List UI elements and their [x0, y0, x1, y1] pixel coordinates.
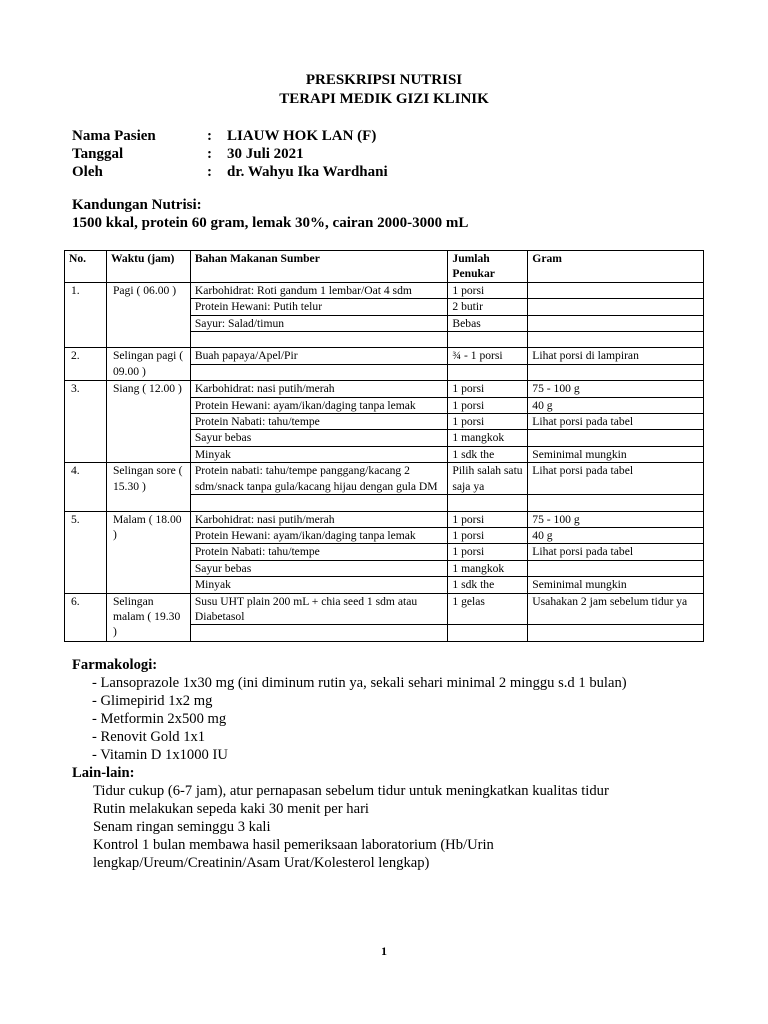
cell-gram [528, 364, 704, 380]
cell-amount: 1 porsi [448, 527, 528, 543]
cell-food: Minyak [190, 577, 448, 593]
cell-no: 1. [65, 282, 107, 348]
author-row [72, 163, 388, 181]
other-item: Kontrol 1 bulan membawa hasil pemeriksaan laboratorium (Hb/Urin lengkap/Ureum/Creatinin/Asam Urat/Kolesterol lengkap) [93, 837, 494, 871]
cell-food: Protein Hewani: ayam/ikan/daging tanpa lemak [190, 397, 448, 413]
header-time: Waktu (jam) [106, 251, 190, 283]
cell-no: 5. [65, 511, 107, 593]
cell-amount: 1 mangkok [448, 430, 528, 446]
diet-table-body [65, 282, 704, 641]
cell-amount: Pilih salah satu saja ya [448, 463, 528, 495]
cell-food: Protein nabati: tahu/tempe panggang/kacang 2 sdm/snack tanpa gula/kacang hijau dengan gula DM [190, 463, 448, 495]
cell-gram: Lihat porsi pada tabel [528, 544, 704, 560]
cell-amount: 1 sdk the [448, 577, 528, 593]
table-row [65, 282, 704, 298]
diet-table [64, 250, 704, 642]
date-row [72, 145, 388, 163]
cell-food [190, 364, 448, 380]
cell-time: Siang ( 12.00 ) [106, 381, 190, 463]
cell-gram: Lihat porsi pada tabel [528, 463, 704, 495]
table-row [65, 348, 704, 364]
cell-gram [528, 430, 704, 446]
cell-amount: 1 porsi [448, 544, 528, 560]
cell-amount: 1 porsi [448, 397, 528, 413]
cell-food: Buah papaya/Apel/Pir [190, 348, 448, 364]
cell-food: Protein Hewani: ayam/ikan/daging tanpa lemak [190, 527, 448, 543]
pharmacology-item: - Glimepirid 1x2 mg [92, 693, 213, 709]
other-item: Rutin melakukan sepeda kaki 30 menit per hari [93, 801, 369, 817]
author-label: Oleh [72, 164, 103, 180]
patient-info [72, 127, 388, 181]
document-title: PRESKRIPSI NUTRISI [305, 72, 463, 88]
patient-name-row [72, 127, 388, 145]
pharmacology-item: - Renovit Gold 1x1 [92, 729, 206, 745]
author-value: dr. Wahyu Ika Wardhani [227, 164, 388, 180]
other-item: Senam ringan seminggu 3 kali [93, 819, 271, 835]
cell-amount [448, 625, 528, 641]
cell-no: 2. [65, 348, 107, 381]
notes-section [72, 656, 627, 872]
cell-time: Selingan malam ( 19.30 ) [106, 593, 190, 641]
cell-gram: 40 g [528, 527, 704, 543]
cell-time: Selingan sore ( 15.30 ) [106, 463, 190, 511]
cell-gram: 75 - 100 g [528, 381, 704, 397]
other-heading: Lain-lain: [72, 765, 135, 781]
patient-name-value: LIAUW HOK LAN (F) [227, 128, 377, 144]
cell-food: Sayur bebas [190, 430, 448, 446]
cell-gram [528, 625, 704, 641]
cell-no: 3. [65, 381, 107, 463]
header-no: No. [65, 251, 107, 283]
cell-food: Protein Nabati: tahu/tempe [190, 414, 448, 430]
cell-time: Pagi ( 06.00 ) [106, 282, 190, 348]
cell-amount: 1 porsi [448, 381, 528, 397]
cell-gram: Seminimal mungkin [528, 577, 704, 593]
cell-food: Karbohidrat: nasi putih/merah [190, 381, 448, 397]
cell-no: 4. [65, 463, 107, 511]
cell-gram: Lihat porsi di lampiran [528, 348, 704, 364]
cell-gram: 75 - 100 g [528, 511, 704, 527]
table-row [65, 511, 704, 527]
cell-gram [528, 315, 704, 331]
other-item: Tidur cukup (6-7 jam), atur pernapasan sebelum tidur untuk meningkatkan kualitas tidur [93, 783, 609, 799]
cell-food: Karbohidrat: nasi putih/merah [190, 511, 448, 527]
cell-food [190, 332, 448, 348]
cell-amount: ¾ - 1 porsi [448, 348, 528, 364]
cell-amount: 1 porsi [448, 282, 528, 298]
patient-name-label: Nama Pasien [72, 128, 156, 144]
cell-no: 6. [65, 593, 107, 641]
cell-food [190, 495, 448, 511]
cell-gram: Lihat porsi pada tabel [528, 414, 704, 430]
cell-amount: 2 butir [448, 299, 528, 315]
cell-gram: Seminimal mungkin [528, 446, 704, 462]
pharmacology-item: - Metformin 2x500 mg [92, 711, 227, 727]
cell-food: Protein Nabati: tahu/tempe [190, 544, 448, 560]
table-header-row [65, 251, 704, 283]
cell-gram [528, 560, 704, 576]
cell-amount [448, 495, 528, 511]
cell-gram: 40 g [528, 397, 704, 413]
colon: : [207, 128, 212, 144]
cell-food: Protein Hewani: Putih telur [190, 299, 448, 315]
cell-amount: Bebas [448, 315, 528, 331]
cell-time: Selingan pagi ( 09.00 ) [106, 348, 190, 381]
cell-time: Malam ( 18.00 ) [106, 511, 190, 593]
cell-food: Karbohidrat: Roti gandum 1 lembar/Oat 4 sdm [190, 282, 448, 298]
nutrition-content [72, 196, 468, 232]
header-food-source: Bahan Makanan Sumber [190, 251, 448, 283]
table-row [65, 381, 704, 397]
cell-food: Sayur: Salad/timun [190, 315, 448, 331]
pharmacology-heading: Farmakologi: [72, 657, 158, 673]
cell-amount [448, 364, 528, 380]
cell-gram [528, 495, 704, 511]
nutrition-summary: 1500 kkal, protein 60 gram, lemak 30%, cairan 2000-3000 mL [72, 215, 469, 231]
cell-amount: 1 sdk the [448, 446, 528, 462]
header-exchange-amount: Jumlah Penukar [448, 251, 528, 283]
colon: : [207, 146, 212, 162]
cell-gram [528, 332, 704, 348]
nutrition-heading: Kandungan Nutrisi: [72, 197, 202, 213]
pharmacology-item: - Lansoprazole 1x30 mg (ini diminum rutin ya, sekali sehari minimal 2 minggu s.d 1 bulan) [92, 675, 627, 691]
cell-amount: 1 mangkok [448, 560, 528, 576]
date-label: Tanggal [72, 146, 124, 162]
table-row [65, 593, 704, 625]
cell-food: Sayur bebas [190, 560, 448, 576]
cell-gram [528, 282, 704, 298]
colon: : [207, 164, 212, 180]
header-gram: Gram [528, 251, 704, 283]
cell-amount: 1 porsi [448, 511, 528, 527]
cell-gram [528, 299, 704, 315]
cell-amount: 1 porsi [448, 414, 528, 430]
cell-gram: Usahakan 2 jam sebelum tidur ya [528, 593, 704, 625]
cell-food: Susu UHT plain 200 mL + chia seed 1 sdm atau Diabetasol [190, 593, 448, 625]
date-value: 30 Juli 2021 [227, 146, 304, 162]
cell-food [190, 625, 448, 641]
document-subtitle: TERAPI MEDIK GIZI KLINIK [279, 91, 489, 107]
page-number: 1 [381, 944, 387, 958]
cell-amount: 1 gelas [448, 593, 528, 625]
cell-food: Minyak [190, 446, 448, 462]
cell-amount [448, 332, 528, 348]
pharmacology-item: - Vitamin D 1x1000 IU [92, 747, 228, 763]
table-row [65, 463, 704, 495]
